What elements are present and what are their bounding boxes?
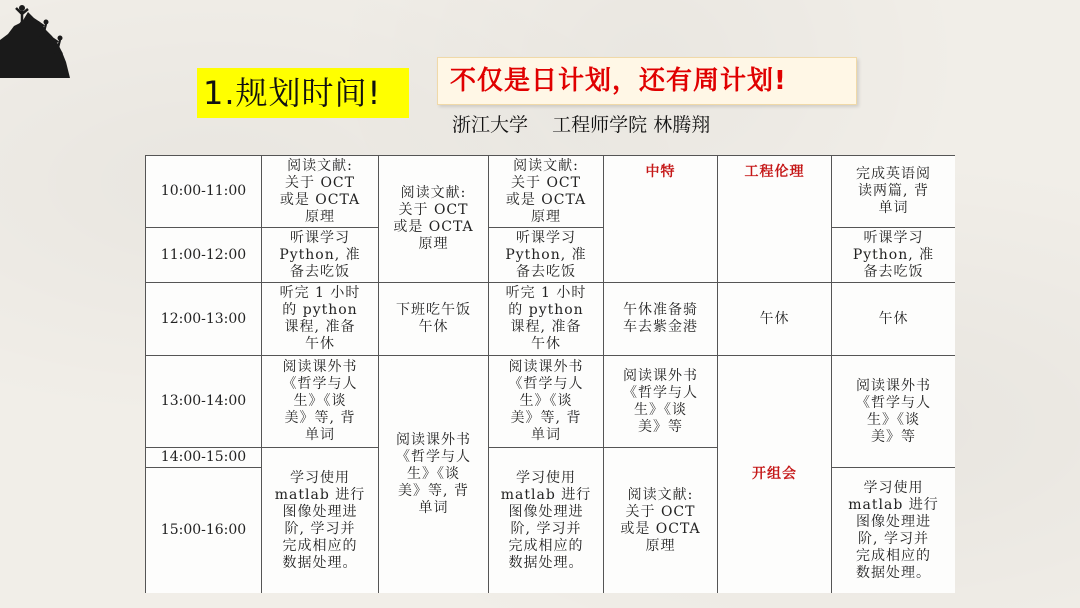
time-cell: 11:00-12:00 bbox=[146, 228, 262, 283]
table-cell: 阅读课外书 《哲学与人 生》《谈 美》等, 背 单词 bbox=[489, 356, 604, 448]
table-cell: 听完 1 小时 的 python 课程, 准备 午休 bbox=[489, 283, 604, 356]
table-cell: 阅读文献: 关于 OCT 或是 OCTA 原理 bbox=[489, 156, 604, 228]
table-cell: 开组会 bbox=[718, 356, 832, 594]
page-title: 1.规划时间! bbox=[197, 68, 409, 118]
table-cell: 午休准备骑 车去紫金港 bbox=[604, 283, 718, 356]
table-row bbox=[146, 283, 956, 356]
schedule-table-image bbox=[145, 155, 955, 593]
table-row bbox=[146, 228, 956, 283]
table-cell: 听课学习 Python, 准 备去吃饭 bbox=[262, 228, 379, 283]
time-cell: 14:00-15:00 bbox=[146, 448, 262, 468]
time-cell: 12:00-13:00 bbox=[146, 283, 262, 356]
table-cell: 听完 1 小时 的 python 课程, 准备 午休 bbox=[262, 283, 379, 356]
time-cell: 15:00-16:00 bbox=[146, 468, 262, 594]
table-cell: 阅读文献: 关于 OCT 或是 OCTA 原理 bbox=[379, 156, 489, 283]
time-cell: 10:00-11:00 bbox=[146, 156, 262, 228]
table-cell: 午休 bbox=[832, 283, 956, 356]
table-cell: 阅读课外书 《哲学与人 生》《谈 美》等, 背 单词 bbox=[379, 356, 489, 594]
time-cell: 13:00-14:00 bbox=[146, 356, 262, 448]
table-cell: 阅读课外书 《哲学与人 生》《谈 美》等 bbox=[604, 356, 718, 448]
table-cell: 学习使用 matlab 进行 图像处理进 阶, 学习并 完成相应的 数据处理。 bbox=[489, 448, 604, 594]
table-cell: 阅读课外书 《哲学与人 生》《谈 美》等 bbox=[832, 356, 956, 468]
table-cell: 学习使用 matlab 进行 图像处理进 阶, 学习并 完成相应的 数据处理。 bbox=[832, 468, 956, 594]
climbers-logo bbox=[0, 0, 70, 78]
schedule-table bbox=[145, 155, 955, 593]
table-row bbox=[146, 156, 956, 228]
table-row bbox=[146, 356, 956, 448]
table-cell: 阅读文献: 关于 OCT 或是 OCTA 原理 bbox=[262, 156, 379, 228]
table-cell: 工程伦理 bbox=[718, 156, 832, 283]
table-cell: 阅读文献: 关于 OCT 或是 OCTA 原理 bbox=[604, 448, 718, 594]
author-credit: 浙江大学 工程师学院 林腾翔 bbox=[452, 114, 711, 136]
table-cell: 听课学习 Python, 准 备去吃饭 bbox=[832, 228, 956, 283]
table-cell: 午休 bbox=[718, 283, 832, 356]
table-cell: 学习使用 matlab 进行 图像处理进 阶, 学习并 完成相应的 数据处理。 bbox=[262, 448, 379, 594]
subtitle-banner: 不仅是日计划，还有周计划! bbox=[437, 57, 857, 105]
table-cell: 听课学习 Python, 准 备去吃饭 bbox=[489, 228, 604, 283]
table-cell: 下班吃午饭 午休 bbox=[379, 283, 489, 356]
table-cell: 阅读课外书 《哲学与人 生》《谈 美》等, 背 单词 bbox=[262, 356, 379, 448]
table-cell: 完成英语阅 读两篇, 背 单词 bbox=[832, 156, 956, 228]
table-cell: 中特 bbox=[604, 156, 718, 283]
